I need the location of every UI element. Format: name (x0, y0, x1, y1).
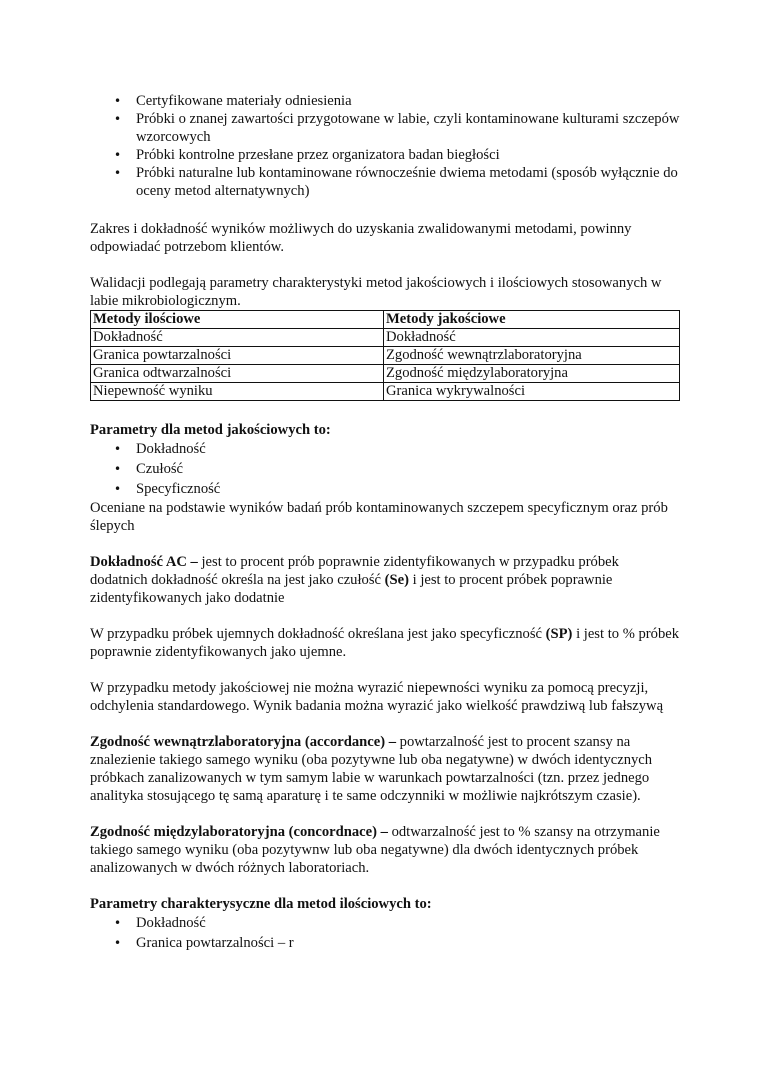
paragraph-concordance: Zgodność międzylaboratoryjna (concordnace) – odtwarzalność jest to % szansy na otrzymanie takiego samego wyniku (oba pozytywnw lub oba negatywne) dla dwóch identycznych próbek analizowanych w dwóch różnych laboratoriach. (90, 824, 660, 876)
list-item: • Certyfikowane materiały odniesienia (90, 92, 680, 110)
table-cell: Dokładność (91, 329, 384, 347)
document-content (90, 92, 680, 953)
table-cell: Zgodność międzylaboratoryjna (384, 365, 680, 383)
spacer (90, 715, 680, 733)
table-cell: Dokładność (384, 329, 680, 347)
heading-jakosciowe: Parametry dla metod jakościowych to: (90, 422, 331, 438)
term-concordance: Zgodność międzylaboratoryjna (concordnace) – (90, 824, 388, 840)
table-cell: Zgodność wewnątrzlaboratoryjna (384, 347, 680, 365)
list-item: • Próbki kontrolne przesłane przez organizatora badan biegłości (90, 146, 680, 164)
paragraph-accordance: Zgodność wewnątrzlaboratoryjna (accordance) – powtarzalność jest to procent szansy na znalezienie takiego samego wyniku (oba pozytywne lub oba negatywne) w dwóch identycznych próbkach zanalizowanych w tym samym labie w warunkach powtarzalności (tzn. przez jednego analityka stosującego tę samą aparaturę i te same odczynniki w możliwie najkrótszym czasie). (90, 734, 653, 804)
table-cell: Granica powtarzalności (91, 347, 384, 365)
paragraph-walidacji: Walidacji podlegają parametry charakterystyki metod jakościowych i ilościowych stosowanych w labie mikrobiologicznym. (90, 275, 662, 309)
spacer (90, 805, 680, 823)
paragraph-dokladnosc: Dokładność AC – jest to procent prób poprawnie zidentyfikowanych w przypadku próbek dodatnich dokładność określa na jest jako czułość (Se) i jest to procent próbek poprawnie zidentyfikowanych jako dodatnie (90, 554, 619, 606)
ilosciowe-bullet-list (90, 913, 680, 953)
table-header-ilosciowe: Metody ilościowe (91, 311, 384, 329)
spacer (90, 200, 680, 220)
table-row (91, 329, 680, 347)
table-row (91, 347, 680, 365)
spacer (90, 256, 680, 274)
spacer (90, 535, 680, 553)
spacer (90, 401, 680, 421)
term-dokladnosc: Dokładność AC – (90, 554, 198, 570)
term-accordance: Zgodność wewnątrzlaboratoryjna (accordance) – (90, 734, 397, 750)
list-item: • Dokładność (90, 913, 680, 933)
list-item: • Granica powtarzalności – r (90, 933, 680, 953)
heading-ilosciowe: Parametry charakterysyczne dla metod ilościowych to: (90, 896, 432, 912)
methods-table (90, 310, 680, 401)
paragraph-niepewnosc: W przypadku metody jakościowej nie można wyrazić niepewności wyniku za pomocą precyzji, odchylenia standardowego. Wynik badania można wyrazić jako wielkość prawdziwą lub fałszywą (90, 680, 664, 714)
list-item: • Specyficzność (90, 479, 680, 499)
paragraph-oceniane: Oceniane na podstawie wyników badań prób kontaminowanych szczepem specyficznym oraz prób ślepych (90, 500, 668, 534)
table-header-jakosciowe: Metody jakościowe (384, 311, 680, 329)
intro-bullet-list (90, 92, 680, 200)
list-item: • Dokładność (90, 439, 680, 459)
list-item: • Czułość (90, 459, 680, 479)
spacer (90, 661, 680, 679)
table-row (91, 365, 680, 383)
list-item: • Próbki o znanej zawartości przygotowane w labie, czyli kontaminowane kulturami szczepów wzorcowych (90, 110, 680, 146)
list-item: • Próbki naturalne lub kontaminowane równocześnie dwiema metodami (sposób wyłącznie do oceny metod alternatywnych) (90, 164, 680, 200)
table-header-row (91, 311, 680, 329)
spacer (90, 607, 680, 625)
table-cell: Granica wykrywalności (384, 383, 680, 401)
table-cell: Granica odtwarzalności (91, 365, 384, 383)
paragraph-zakres: Zakres i dokładność wyników możliwych do uzyskania zwalidowanymi metodami, powinny odpowiadać potrzebom klientów. (90, 221, 632, 255)
table-row (91, 383, 680, 401)
table-cell: Niepewność wyniku (91, 383, 384, 401)
spacer (90, 877, 680, 895)
paragraph-ujemne: W przypadku próbek ujemnych dokładność określana jest jako specyficzność (SP) i jest to % próbek poprawnie zidentyfikowanych jako ujemne. (90, 626, 680, 660)
jakosciowe-bullet-list (90, 439, 680, 499)
